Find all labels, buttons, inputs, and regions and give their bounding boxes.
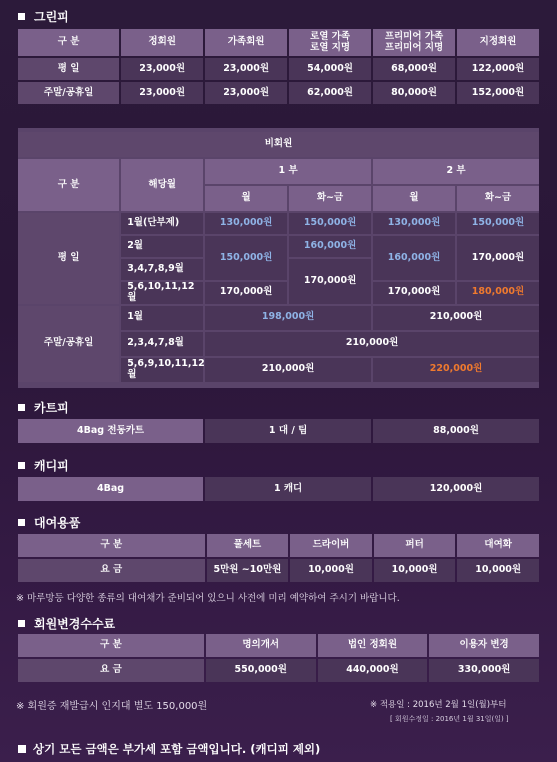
mc-header-row xyxy=(18,634,539,657)
rental-header: 대여화 xyxy=(457,534,539,557)
mc-header: 명의개서 xyxy=(206,634,316,657)
nm-cell: 160,000원 xyxy=(373,236,455,280)
table-row xyxy=(18,559,539,582)
nm-row-label-weekend: 주말/공휴일 xyxy=(18,306,119,382)
nm-cell: 170,000원 xyxy=(373,282,455,304)
caddie-unit-cell: 1 캐디 xyxy=(205,477,371,501)
bullet-square-icon xyxy=(18,745,26,753)
nm-cell: 170,000원 xyxy=(289,259,371,304)
rental-table xyxy=(16,532,541,584)
nm-month-cell: 2,3,4,7,8월 xyxy=(121,332,203,356)
vat-footer-text: 상기 모든 금액은 부가세 포함 금액입니다. (캐디피 제외) xyxy=(33,742,321,756)
gf-cell: 23,000원 xyxy=(121,58,203,80)
bullet-square-icon xyxy=(18,519,25,526)
rental-header: 구 분 xyxy=(18,534,205,557)
nm-header-p2-mon: 월 xyxy=(373,186,455,211)
cart-type-cell: 4Bag 전동카트 xyxy=(18,419,203,443)
rental-header-row xyxy=(18,534,539,557)
green-fee-header-row xyxy=(18,29,539,56)
nm-cell: 210,000원 xyxy=(373,306,539,330)
caddie-fee-table xyxy=(16,475,541,503)
table-row xyxy=(18,419,539,443)
nm-cell: 130,000원 xyxy=(373,213,455,234)
nm-header-p1-mon: 월 xyxy=(205,186,287,211)
nm-month-cell: 1월 xyxy=(121,306,203,330)
rental-cell: 10,000원 xyxy=(290,559,372,582)
gf-cell: 152,000원 xyxy=(457,82,539,104)
nm-cell: 150,000원 xyxy=(289,213,371,234)
rental-title: 대여용품 xyxy=(34,516,81,530)
table-row xyxy=(18,58,539,80)
nm-month-cell: 3,4,7,8,9월 xyxy=(121,259,203,280)
vat-footer xyxy=(18,741,320,757)
cart-price-cell: 88,000원 xyxy=(373,419,539,443)
nm-cell: 198,000원 xyxy=(205,306,371,330)
section-title-cart-fee xyxy=(18,399,69,416)
nm-cell: 160,000원 xyxy=(289,236,371,257)
caddie-price-cell: 120,000원 xyxy=(373,477,539,501)
green-fee-table xyxy=(16,27,541,106)
section-title-green-fee xyxy=(18,8,69,25)
table-row xyxy=(18,82,539,104)
table-row xyxy=(18,306,539,330)
gf-header-family: 가족회원 xyxy=(205,29,287,56)
section-title-caddie-fee xyxy=(18,457,69,474)
bullet-square-icon xyxy=(18,462,25,469)
section-title-membership-change xyxy=(18,615,115,632)
nm-cell: 150,000원 xyxy=(205,236,287,280)
section-title-rental xyxy=(18,514,80,531)
nm-cell: 220,000원 xyxy=(373,358,539,382)
gf-header-regular: 정회원 xyxy=(121,29,203,56)
nm-cell: 170,000원 xyxy=(205,282,287,304)
mc-row-label: 요 금 xyxy=(18,659,204,682)
nm-cell: 130,000원 xyxy=(205,213,287,234)
reissue-note: ※ 회원증 재발급시 인지대 별도 150,000원 xyxy=(16,701,208,712)
revision-date-note: [ 회원수정일 : 2016년 1월 31일(일) ] xyxy=(390,715,509,723)
gf-cell: 23,000원 xyxy=(205,82,287,104)
rental-header: 드라이버 xyxy=(290,534,372,557)
nm-month-cell: 1월(단부제) xyxy=(121,213,203,234)
nm-cell: 150,000원 xyxy=(457,213,539,234)
caddie-type-cell: 4Bag xyxy=(18,477,203,501)
gf-header-category: 구 분 xyxy=(18,29,119,56)
caddie-fee-title: 캐디피 xyxy=(34,459,69,473)
cart-fee-table xyxy=(16,417,541,445)
nm-header-part2: 2 부 xyxy=(373,159,539,184)
rental-row-label: 요 금 xyxy=(18,559,205,582)
nm-header-p1-tuefri: 화~금 xyxy=(289,186,371,211)
table-row xyxy=(18,477,539,501)
rental-cell: 10,000원 xyxy=(374,559,456,582)
nm-month-cell: 2월 xyxy=(121,236,203,257)
bullet-square-icon xyxy=(18,404,25,411)
rental-header: 퍼터 xyxy=(374,534,456,557)
nm-header-category: 구 분 xyxy=(18,159,119,211)
effective-date-note: ※ 적용일 : 2016년 2월 1일(월)부터 xyxy=(370,700,507,710)
mc-header: 법인 정회원 xyxy=(318,634,428,657)
cart-fee-title: 카트피 xyxy=(34,401,69,415)
nm-row-label-weekday: 평 일 xyxy=(18,213,119,304)
gf-header-designated: 지정회원 xyxy=(457,29,539,56)
rental-header: 풀세트 xyxy=(207,534,289,557)
mc-cell: 330,000원 xyxy=(429,659,539,682)
nm-cell: 170,000원 xyxy=(457,236,539,280)
membership-change-title: 회원변경수수료 xyxy=(34,617,116,631)
gf-cell: 23,000원 xyxy=(205,58,287,80)
bullet-square-icon xyxy=(18,13,25,20)
cart-unit-cell: 1 대 / 팀 xyxy=(205,419,371,443)
nm-header-month: 해당월 xyxy=(121,159,203,211)
nm-month-cell: 5,6,10,11,12월 xyxy=(121,282,203,304)
non-member-title: 비회원 xyxy=(18,132,539,157)
mc-header: 이용자 변경 xyxy=(429,634,539,657)
rental-cell: 10,000원 xyxy=(457,559,539,582)
rental-note: ※ 마루망등 다양한 종류의 대여채가 준비되어 있으니 사전에 미리 예약하여 주시기 바랍니다. xyxy=(16,593,400,604)
nm-cell: 180,000원 xyxy=(457,282,539,304)
mc-cell: 440,000원 xyxy=(318,659,428,682)
gf-cell: 23,000원 xyxy=(121,82,203,104)
nm-month-cell: 5,6,9,10,11,12월 xyxy=(121,358,203,382)
bullet-square-icon xyxy=(18,620,25,627)
non-member-table xyxy=(16,130,541,384)
mc-cell: 550,000원 xyxy=(206,659,316,682)
gf-header-royal: 로열 가족 로열 지명 xyxy=(289,29,371,56)
nm-cell: 210,000원 xyxy=(205,358,371,382)
gf-row-label-weekday: 평 일 xyxy=(18,58,119,80)
green-fee-title: 그린피 xyxy=(34,10,69,24)
gf-header-premier: 프리미어 가족 프리미어 지명 xyxy=(373,29,455,56)
gf-cell: 62,000원 xyxy=(289,82,371,104)
nm-header-p2-tuefri: 화~금 xyxy=(457,186,539,211)
membership-change-table xyxy=(16,632,541,684)
table-row xyxy=(18,213,539,234)
gf-cell: 68,000원 xyxy=(373,58,455,80)
rental-cell: 5만원 ~10만원 xyxy=(207,559,289,582)
mc-header: 구 분 xyxy=(18,634,204,657)
table-row xyxy=(18,659,539,682)
nm-cell: 210,000원 xyxy=(205,332,539,356)
gf-cell: 80,000원 xyxy=(373,82,455,104)
gf-row-label-weekend: 주말/공휴일 xyxy=(18,82,119,104)
gf-cell: 122,000원 xyxy=(457,58,539,80)
gf-cell: 54,000원 xyxy=(289,58,371,80)
nm-header-part1: 1 부 xyxy=(205,159,371,184)
